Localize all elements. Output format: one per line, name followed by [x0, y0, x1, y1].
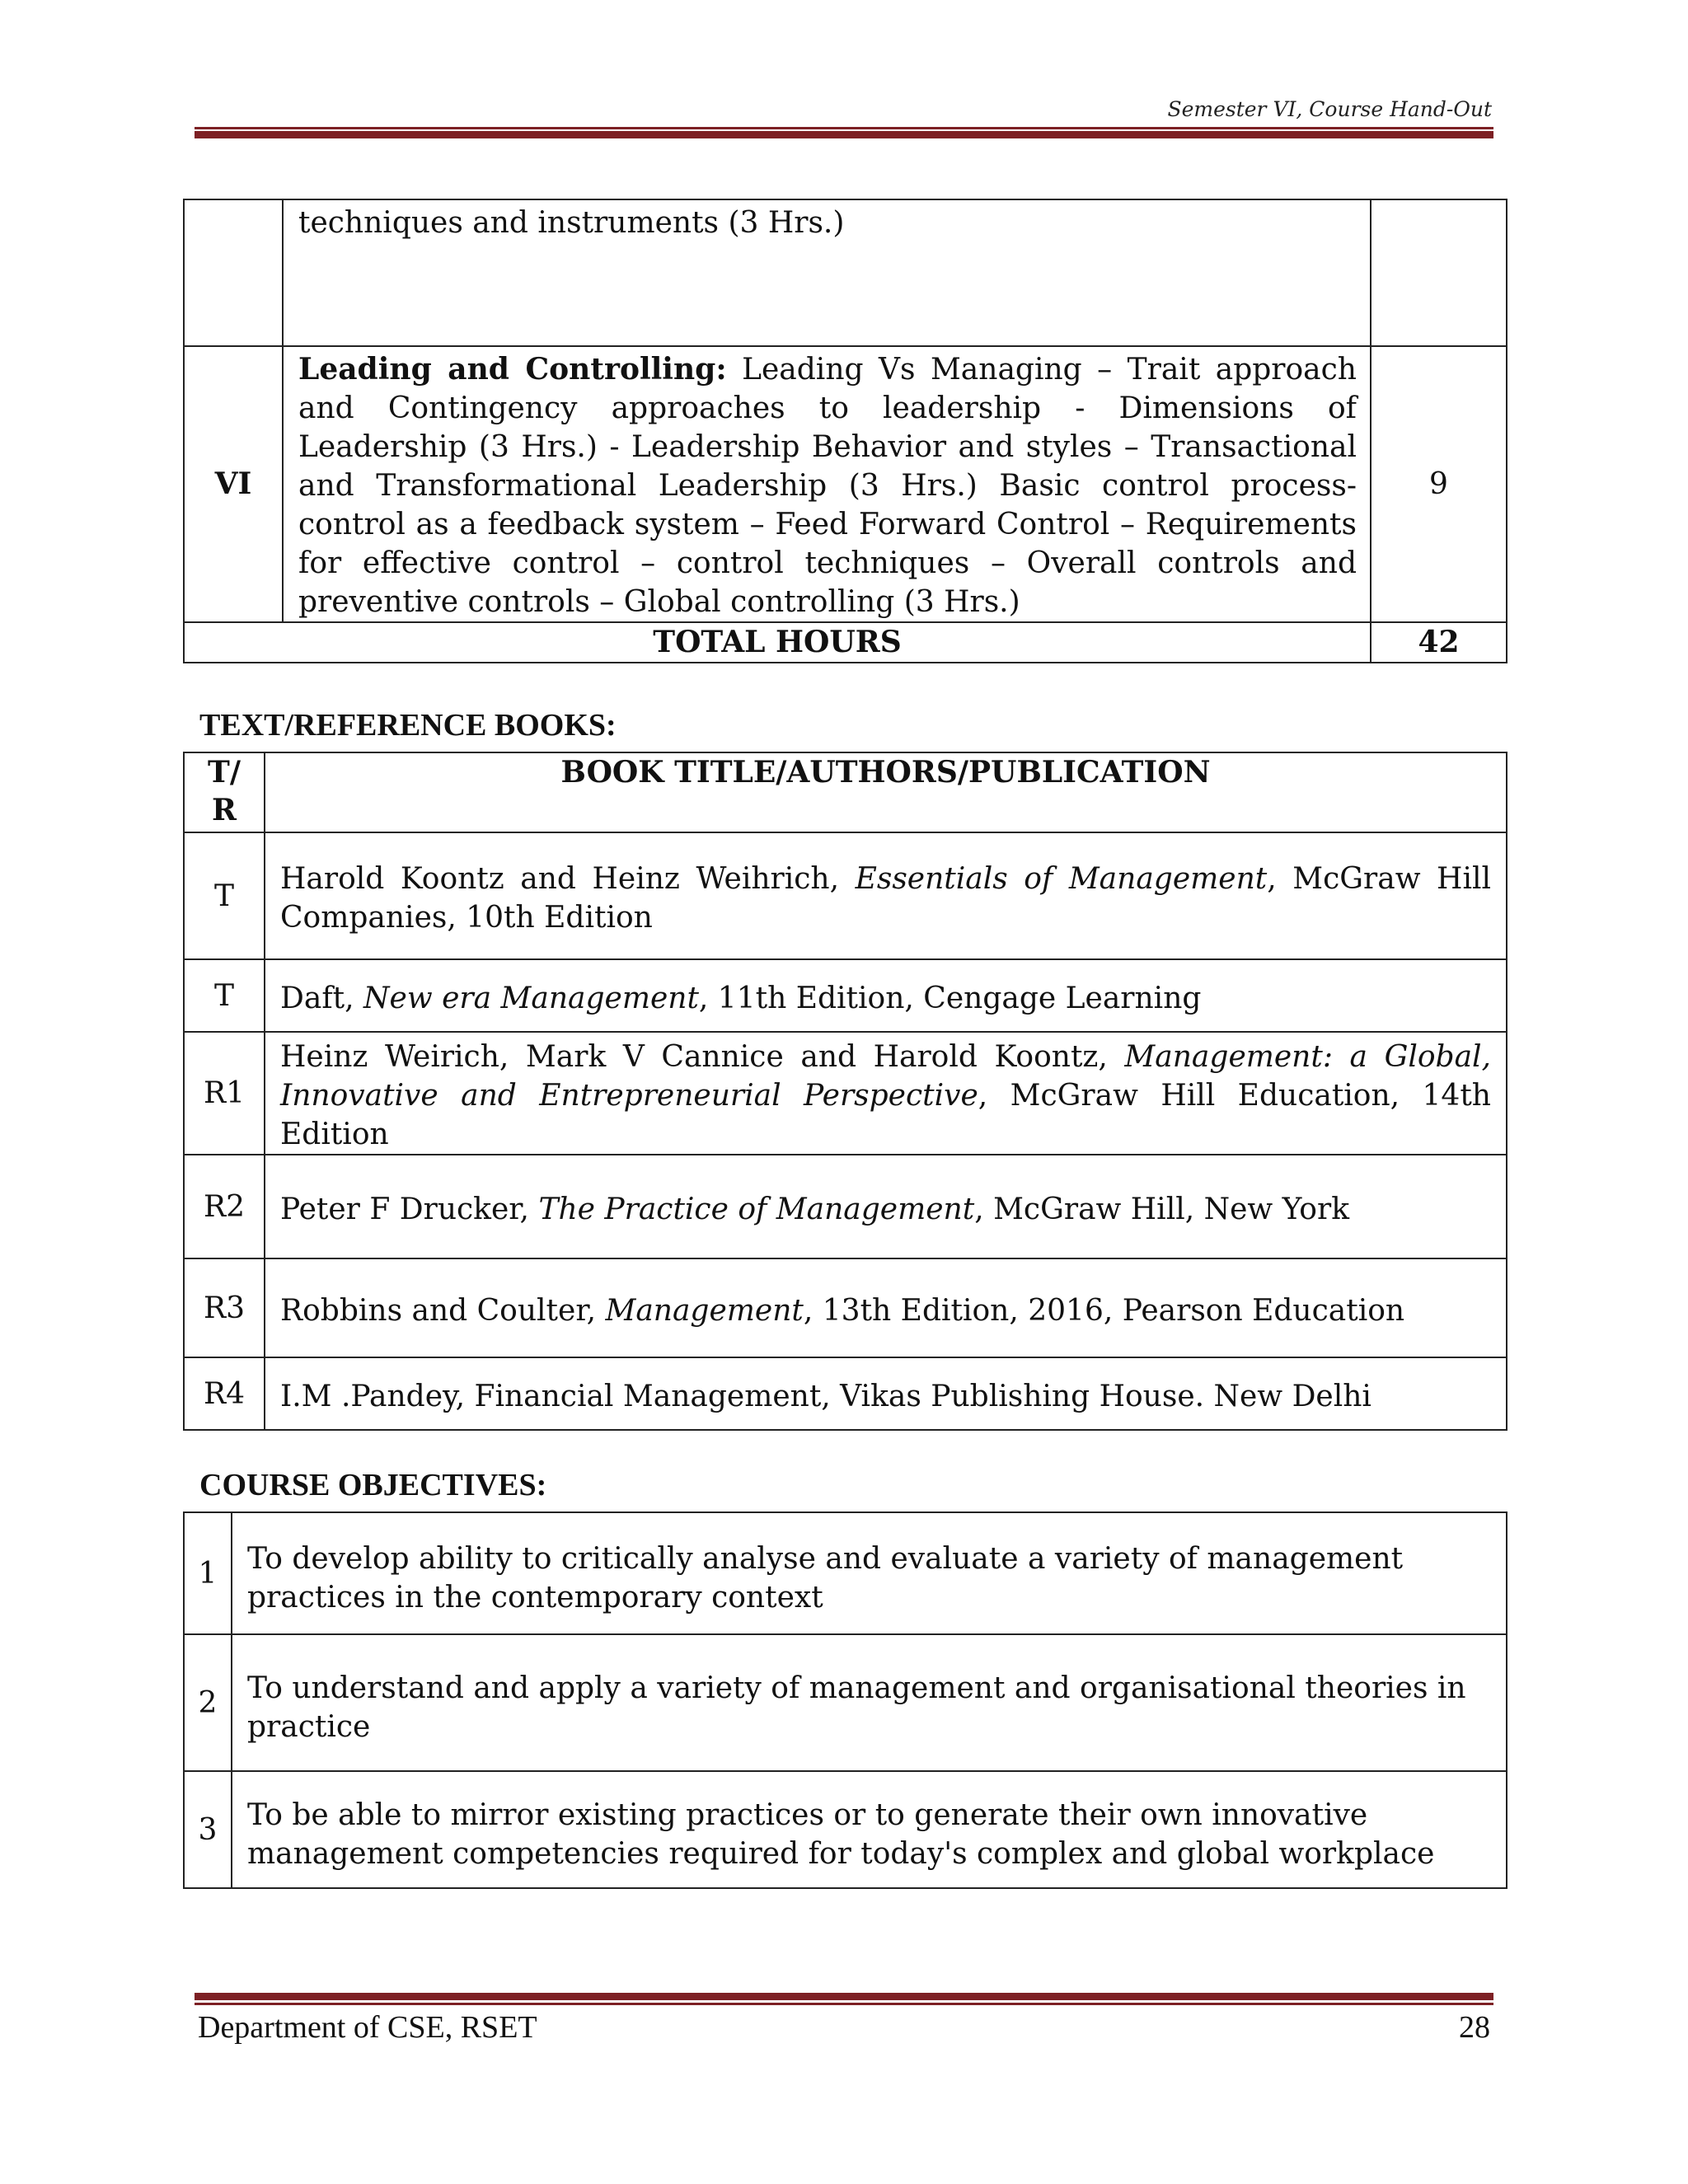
footer-department: Department of CSE, RSET [198, 2010, 537, 2045]
books-header-code: T/ R [184, 752, 265, 832]
book-code: T [184, 959, 265, 1032]
header-rule-thin [195, 127, 1493, 129]
book-code: R4 [184, 1357, 265, 1430]
objective-row [184, 1771, 1507, 1888]
module-table [183, 199, 1507, 663]
module-hours: 9 [1371, 346, 1507, 622]
book-entry: Robbins and Coulter, Management, 13th Edition, 2016, Pearson Education [265, 1258, 1507, 1357]
book-row [184, 1032, 1507, 1155]
header-rule [195, 131, 1493, 138]
module-row-vi [184, 346, 1507, 622]
books-header-title: BOOK TITLE/AUTHORS/PUBLICATION [265, 752, 1507, 832]
books-section-title: TEXT/REFERENCE BOOKS: [199, 708, 617, 743]
book-entry: Heinz Weirich, Mark V Cannice and Harold Koontz, Management: a Global, Innovative and Entrepreneurial Perspective, McGraw Hill Education, 14th Edition [265, 1032, 1507, 1155]
module-title: Leading and Controlling: [298, 352, 727, 387]
total-hours-label: TOTAL HOURS [184, 622, 1371, 663]
book-code: R2 [184, 1155, 265, 1258]
objective-row [184, 1634, 1507, 1771]
objective-row [184, 1512, 1507, 1634]
objective-number: 2 [184, 1634, 232, 1771]
module-number: VI [184, 346, 283, 622]
module-hours-cell [1371, 199, 1507, 346]
page-header-text: Semester VI, Course Hand-Out [1167, 97, 1492, 121]
module-number-cell [184, 199, 283, 346]
book-entry: Peter F Drucker, The Practice of Management, McGraw Hill, New York [265, 1155, 1507, 1258]
books-header-row [184, 752, 1507, 832]
module-continuation-row [184, 199, 1507, 346]
book-row [184, 832, 1507, 959]
book-row [184, 1357, 1507, 1430]
module-desc: techniques and instruments (3 Hrs.) [283, 199, 1371, 346]
book-code: T [184, 832, 265, 959]
objective-text: To be able to mirror existing practices or to generate their own innovative management competencies required for today's complex and global workplace [232, 1771, 1507, 1888]
book-code: R1 [184, 1032, 265, 1155]
objectives-section-title: COURSE OBJECTIVES: [199, 1468, 547, 1502]
book-row [184, 959, 1507, 1032]
book-row [184, 1155, 1507, 1258]
book-code: R3 [184, 1258, 265, 1357]
total-hours-value: 42 [1371, 622, 1507, 663]
book-entry: I.M .Pandey, Financial Management, Vikas Publishing House. New Delhi [265, 1357, 1507, 1430]
objective-text: To understand and apply a variety of management and organisational theories in practice [232, 1634, 1507, 1771]
module-desc [283, 346, 1371, 622]
book-entry: Daft, New era Management, 11th Edition, Cengage Learning [265, 959, 1507, 1032]
page-number: 28 [1459, 2010, 1490, 2045]
books-table [183, 752, 1507, 1431]
objective-number: 3 [184, 1771, 232, 1888]
objectives-table [183, 1511, 1507, 1889]
footer-rule [195, 1993, 1493, 2000]
module-content: Leading Vs Managing – Trait approach and Contingency approaches to leadership - Dimensions of Leadership (3 Hrs.) - Leadership Behavior and styles – Transactional and Transformational Leadership (3 Hrs.) Basic control process- control as a feedback system – Feed Forward Control – Requirements for effective control – control techniques – Overall controls and preventive controls – Global controlling (3 Hrs.) [298, 353, 1357, 619]
objective-text: To develop ability to critically analyse and evaluate a variety of management practices in the contemporary context [232, 1512, 1507, 1634]
objective-number: 1 [184, 1512, 232, 1634]
book-row [184, 1258, 1507, 1357]
book-entry: Harold Koontz and Heinz Weihrich, Essentials of Management, McGraw Hill Companies, 10th Edition [265, 832, 1507, 959]
total-hours-row [184, 622, 1507, 663]
footer-rule-thin [195, 2003, 1493, 2005]
